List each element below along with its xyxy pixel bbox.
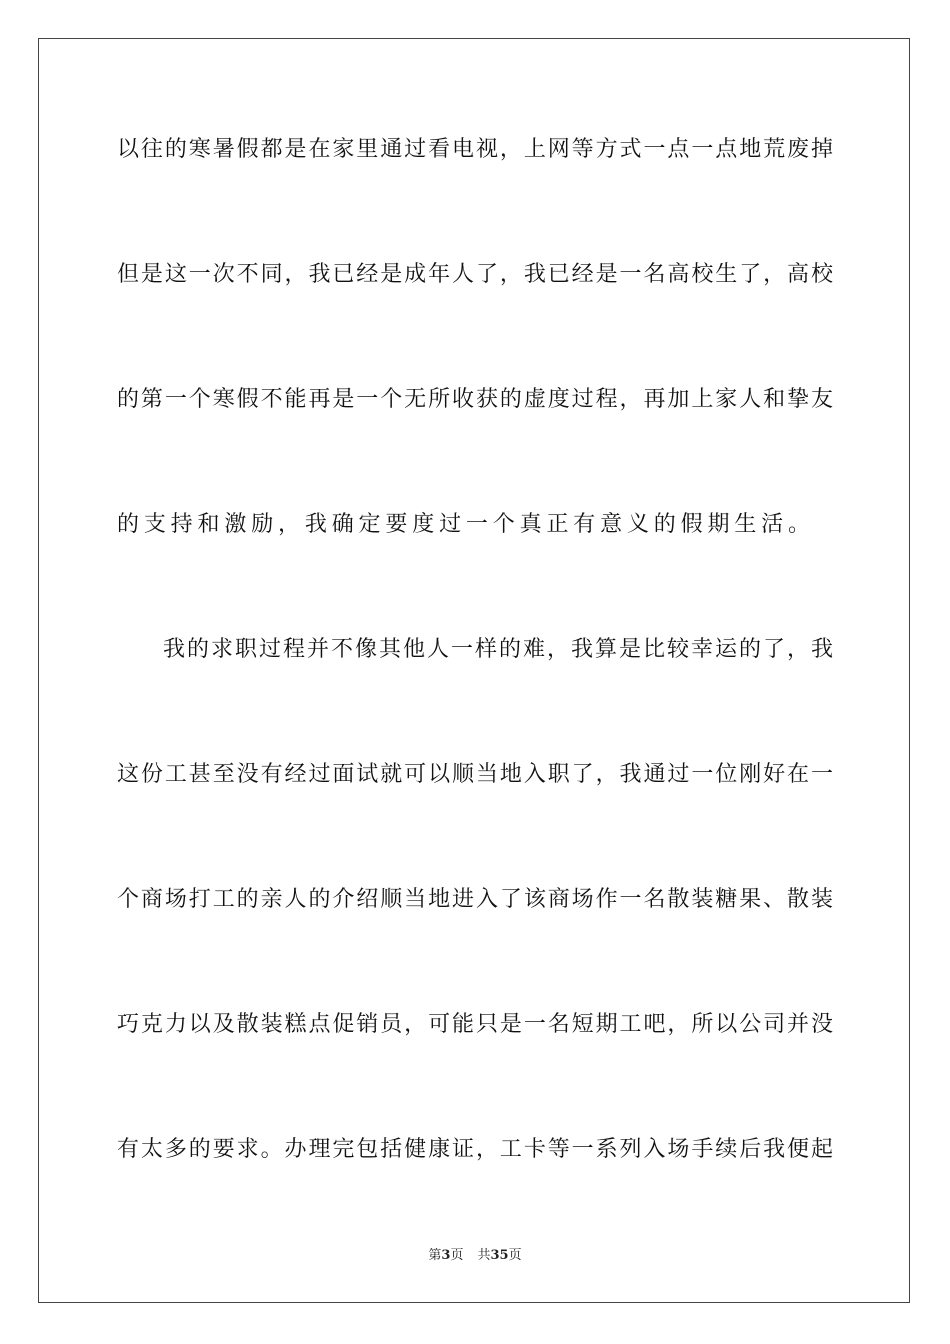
page-footer bbox=[0, 1246, 950, 1266]
total-suffix: 页 bbox=[508, 1248, 522, 1263]
page-prefix: 第 bbox=[428, 1248, 442, 1263]
text-line: 个商场打工的亲人的介绍顺当地进入了该商场作一名散装糖果、散装 bbox=[117, 887, 833, 912]
page-suffix: 页 bbox=[450, 1248, 464, 1263]
text-line-paragraph-start: 我的求职过程并不像其他人一样的难，我算是比较幸运的了，我 bbox=[163, 637, 833, 662]
document-body bbox=[117, 130, 833, 1255]
text-line: 但是这一次不同，我已经是成年人了，我已经是一名高校生了，高校 bbox=[117, 262, 833, 287]
text-line-paragraph-end: 的支持和激励，我确定要度过一个真正有意义的假期生活。 bbox=[117, 512, 815, 537]
text-line: 巧克力以及散装糕点促销员，可能只是一名短期工吧，所以公司并没 bbox=[117, 1012, 833, 1037]
total-prefix: 共 bbox=[477, 1248, 491, 1263]
page-number: 3 bbox=[441, 1248, 451, 1263]
text-line: 的第一个寒假不能再是一个无所收获的虚度过程，再加上家人和挚友 bbox=[117, 387, 833, 412]
text-line: 以往的寒暑假都是在家里通过看电视，上网等方式一点一点地荒废掉 bbox=[117, 137, 833, 162]
text-line: 有太多的要求。办理完包括健康证，工卡等一系列入场手续后我便起 bbox=[117, 1137, 833, 1162]
total-pages: 35 bbox=[490, 1248, 509, 1263]
text-line: 这份工甚至没有经过面试就可以顺当地入职了，我通过一位刚好在一 bbox=[117, 762, 833, 787]
